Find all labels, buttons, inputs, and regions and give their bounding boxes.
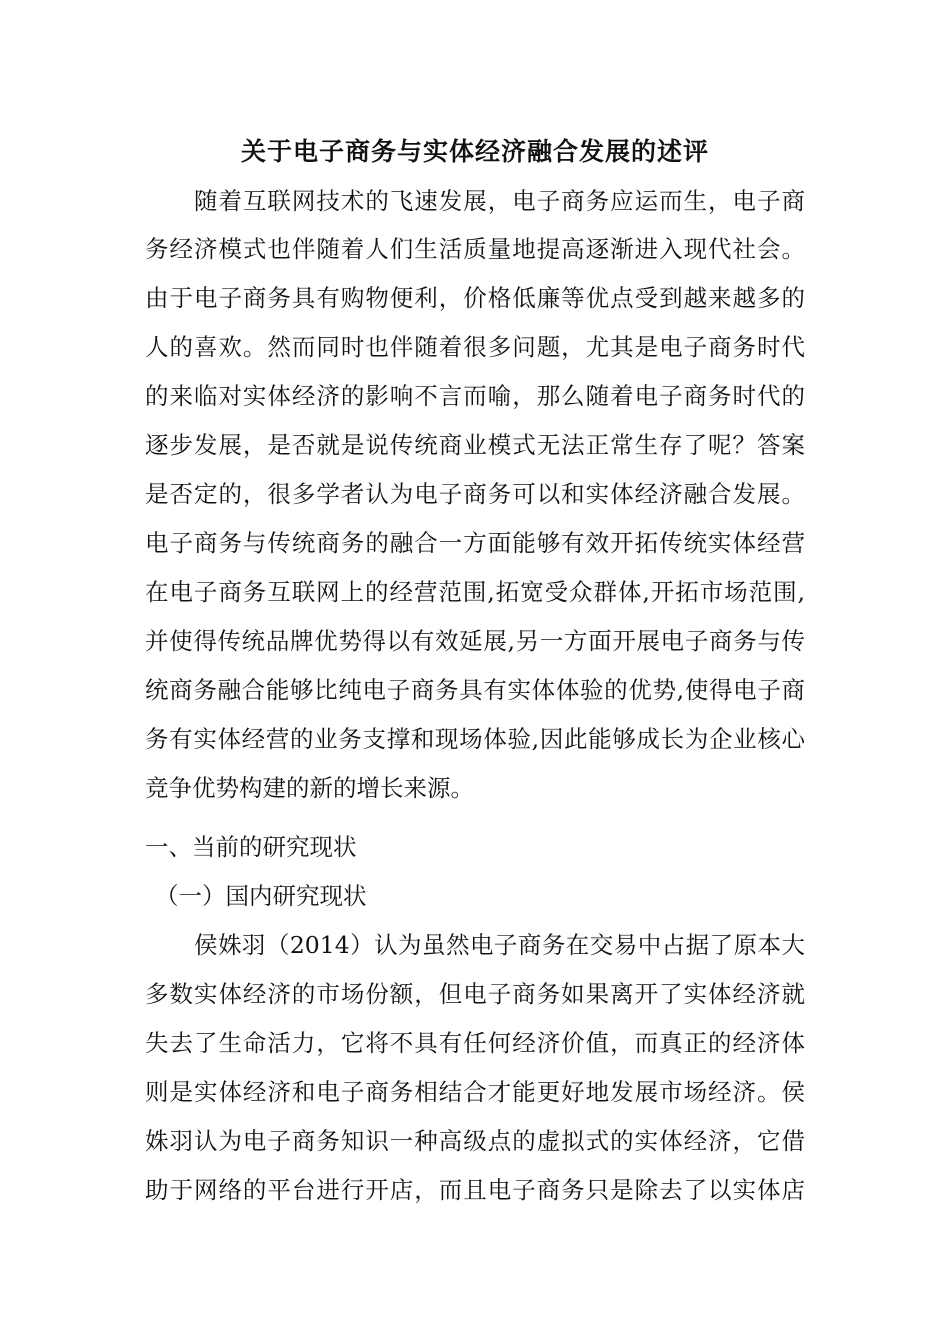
paragraph-line: 助于网络的平台进行开店，而且电子商务只是除去了以实体店 bbox=[145, 1176, 805, 1204]
section-heading: 一、当前的研究现状 bbox=[145, 833, 357, 861]
paragraph-line: 务有实体经营的业务支撑和现场体验,因此能够成长为企业核心 bbox=[145, 725, 805, 753]
paragraph-line: 务经济模式也伴随着人们生活质量地提高逐渐进入现代社会。 bbox=[145, 235, 805, 263]
paragraph-line: 多数实体经济的市场份额，但电子商务如果离开了实体经济就 bbox=[145, 980, 805, 1008]
paragraph-line: 由于电子商务具有购物便利，价格低廉等优点受到越来越多的 bbox=[145, 284, 805, 312]
paragraph-line: 侯姝羽（2014）认为虽然电子商务在交易中占据了原本大 bbox=[194, 931, 805, 959]
paragraph-line: 随着互联网技术的飞速发展，电子商务应运而生，电子商 bbox=[194, 187, 805, 215]
paragraph-line: 在电子商务互联网上的经营范围,拓宽受众群体,开拓市场范围, bbox=[145, 578, 805, 606]
paragraph-line: 人的喜欢。然而同时也伴随着很多问题，尤其是电子商务时代 bbox=[145, 333, 805, 361]
subsection-heading: （一）国内研究现状 bbox=[155, 882, 367, 910]
paragraph-line: 姝羽认为电子商务知识一种高级点的虚拟式的实体经济，它借 bbox=[145, 1127, 805, 1155]
paragraph-line: 并使得传统品牌优势得以有效延展,另一方面开展电子商务与传 bbox=[145, 627, 805, 655]
paragraph-line: 电子商务与传统商务的融合一方面能够有效开拓传统实体经营 bbox=[145, 529, 805, 557]
paragraph-line: 失去了生命活力，它将不具有任何经济价值，而真正的经济体 bbox=[145, 1029, 805, 1057]
paragraph-line: 是否定的，很多学者认为电子商务可以和实体经济融合发展。 bbox=[145, 480, 805, 508]
document-title: 关于电子商务与实体经济融合发展的述评 bbox=[240, 137, 709, 166]
paragraph-line: 竞争优势构建的新的增长来源。 bbox=[145, 774, 474, 802]
paragraph-line: 则是实体经济和电子商务相结合才能更好地发展市场经济。侯 bbox=[145, 1078, 805, 1106]
paragraph-line: 的来临对实体经济的影响不言而喻，那么随着电子商务时代的 bbox=[145, 382, 805, 410]
paragraph-line: 统商务融合能够比纯电子商务具有实体体验的优势,使得电子商 bbox=[145, 676, 805, 704]
paragraph-line: 逐步发展，是否就是说传统商业模式无法正常生存了呢？答案 bbox=[145, 431, 805, 459]
